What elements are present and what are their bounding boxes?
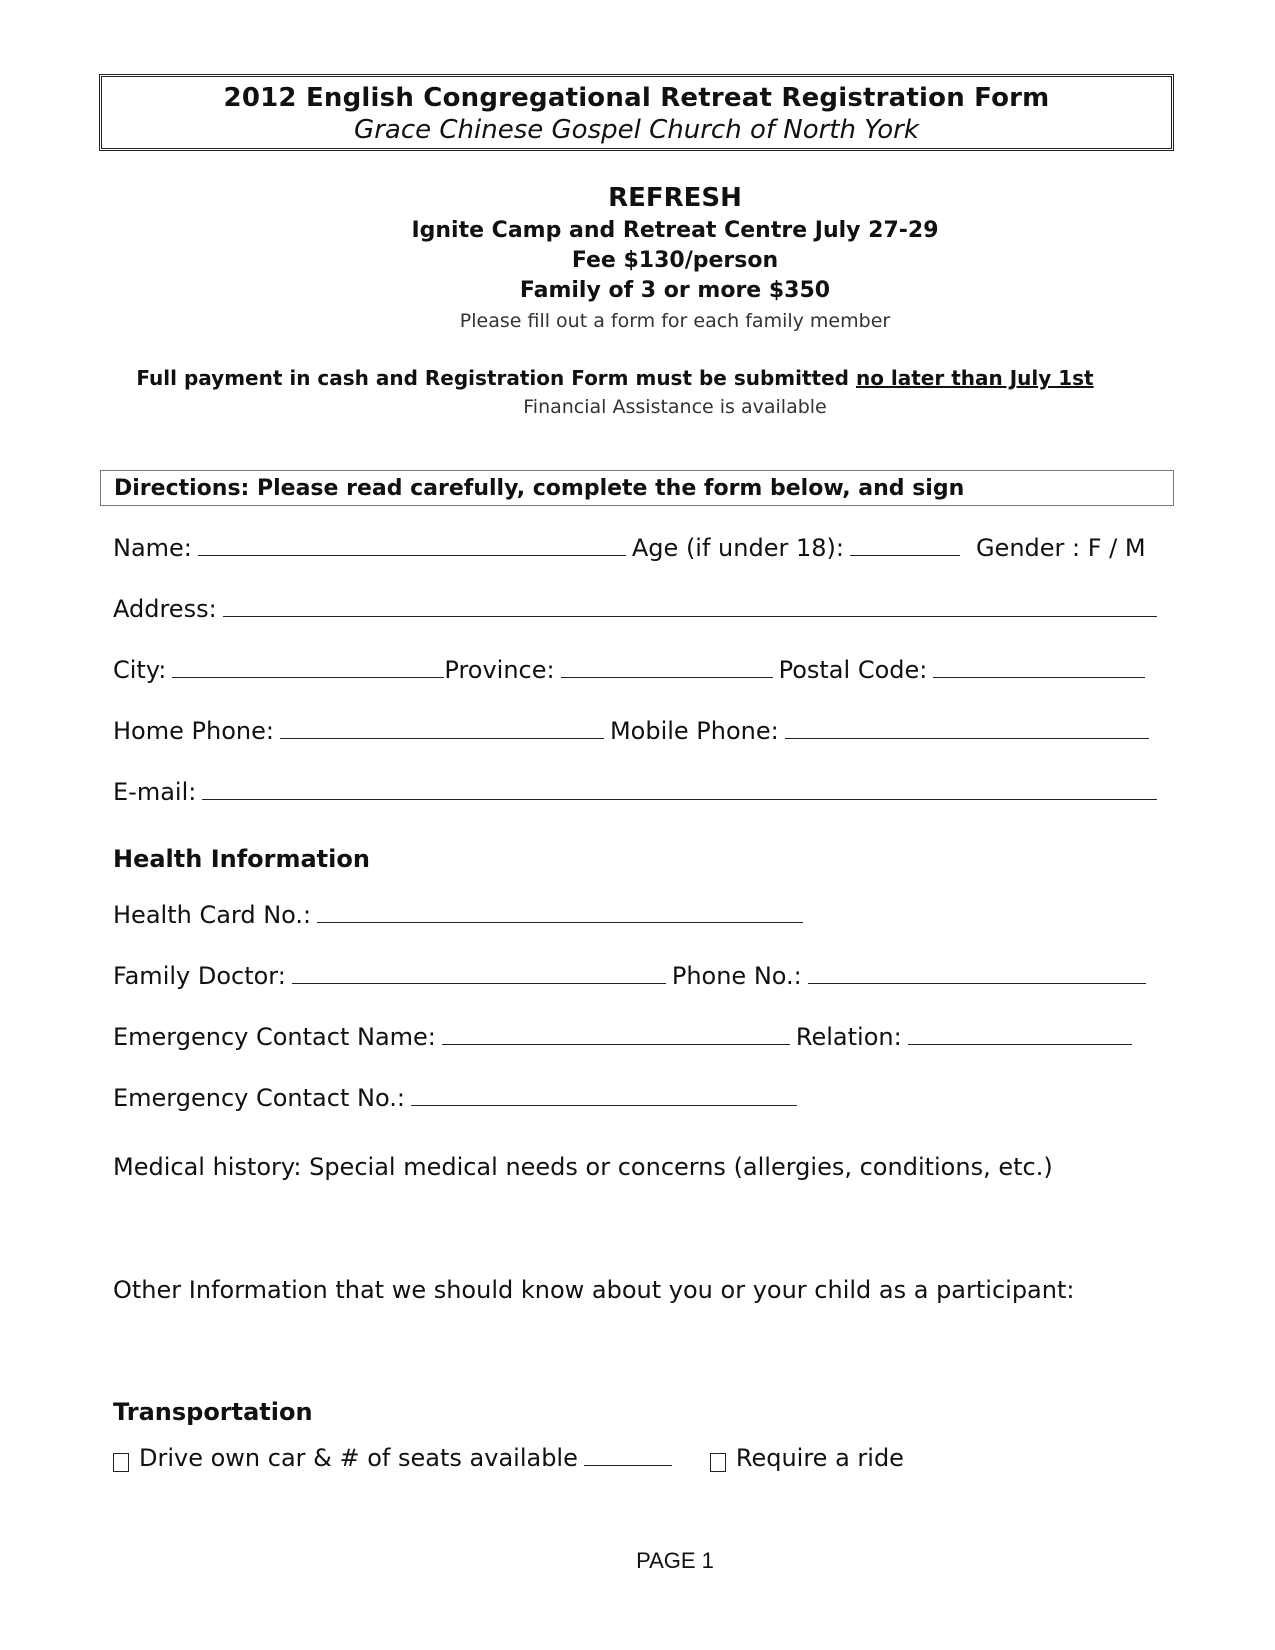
province-field[interactable] — [561, 655, 773, 678]
doctor-label: Family Doctor: — [113, 962, 286, 990]
emergency-no-field[interactable] — [411, 1083, 797, 1106]
ride-checkbox[interactable] — [710, 1453, 726, 1472]
event-name: REFRESH — [608, 183, 742, 213]
row-name — [113, 530, 1163, 562]
transport-heading: Transportation — [113, 1398, 313, 1426]
row-transport — [113, 1440, 1163, 1472]
health-card-label: Health Card No.: — [113, 901, 312, 929]
home-phone-label: Home Phone: — [113, 717, 274, 745]
name-label: Name: — [113, 534, 192, 562]
row-emergency-no — [113, 1080, 1163, 1112]
event-note: Please fill out a form for each family member — [459, 310, 891, 332]
emergency-no-label: Emergency Contact No.: — [113, 1084, 405, 1112]
city-field[interactable] — [172, 655, 444, 678]
payment-deadline: no later than July 1st — [855, 366, 1094, 390]
event-family-fee: Family of 3 or more $350 — [519, 278, 831, 303]
name-field[interactable] — [198, 533, 626, 556]
relation-field[interactable] — [908, 1022, 1132, 1045]
event-venue-dates: Ignite Camp and Retreat Centre July 27-29 — [411, 218, 939, 243]
form-title: 2012 English Congregational Retreat Registration Form — [223, 83, 1050, 113]
mobile-phone-field[interactable] — [785, 716, 1149, 739]
other-info-prompt: Other Information that we should know about you or your child as a participant: — [113, 1276, 1075, 1304]
seats-field[interactable] — [584, 1443, 672, 1466]
event-fee: Fee $130/person — [571, 248, 779, 273]
postal-field[interactable] — [933, 655, 1145, 678]
emergency-name-label: Emergency Contact Name: — [113, 1023, 436, 1051]
mobile-phone-label: Mobile Phone: — [609, 717, 779, 745]
payment-text: Full payment in cash and Registration Form must be submitted — [136, 366, 849, 390]
emergency-name-field[interactable] — [442, 1022, 790, 1045]
row-city — [113, 652, 1163, 684]
doctor-field[interactable] — [292, 961, 666, 984]
row-phones — [113, 713, 1163, 745]
financial-assistance: Financial Assistance is available — [523, 396, 827, 418]
doctor-phone-field[interactable] — [808, 961, 1146, 984]
row-health-card — [113, 897, 1163, 929]
home-phone-field[interactable] — [280, 716, 604, 739]
health-heading: Health Information — [113, 845, 370, 873]
email-field[interactable] — [202, 777, 1157, 800]
ride-label: Require a ride — [735, 1444, 904, 1472]
age-field[interactable] — [850, 533, 960, 556]
row-address — [113, 591, 1163, 623]
doctor-phone-label: Phone No.: — [671, 962, 802, 990]
payment-line — [0, 366, 1230, 390]
gender-label: Gender : F / M — [975, 534, 1146, 562]
postal-label: Postal Code: — [778, 656, 928, 684]
drive-checkbox[interactable] — [113, 1453, 129, 1472]
church-name: Grace Chinese Gospel Church of North York — [354, 115, 919, 145]
email-label: E-mail: — [113, 778, 197, 806]
address-field[interactable] — [223, 594, 1157, 617]
province-label: Province: — [444, 656, 555, 684]
drive-label: Drive own car & # of seats available — [139, 1444, 578, 1472]
address-label: Address: — [113, 595, 217, 623]
relation-label: Relation: — [795, 1023, 902, 1051]
page-number: PAGE 1 — [636, 1548, 714, 1573]
title-box — [99, 74, 1174, 151]
medical-history-prompt: Medical history: Special medical needs or concerns (allergies, conditions, etc.) — [113, 1153, 1053, 1181]
city-label: City: — [113, 656, 167, 684]
age-label: Age (if under 18): — [631, 534, 844, 562]
row-email — [113, 774, 1163, 806]
row-emergency — [113, 1019, 1163, 1051]
row-doctor — [113, 958, 1163, 990]
health-card-field[interactable] — [317, 900, 803, 923]
directions-box: Directions: Please read carefully, complete the form below, and sign — [100, 470, 1174, 506]
